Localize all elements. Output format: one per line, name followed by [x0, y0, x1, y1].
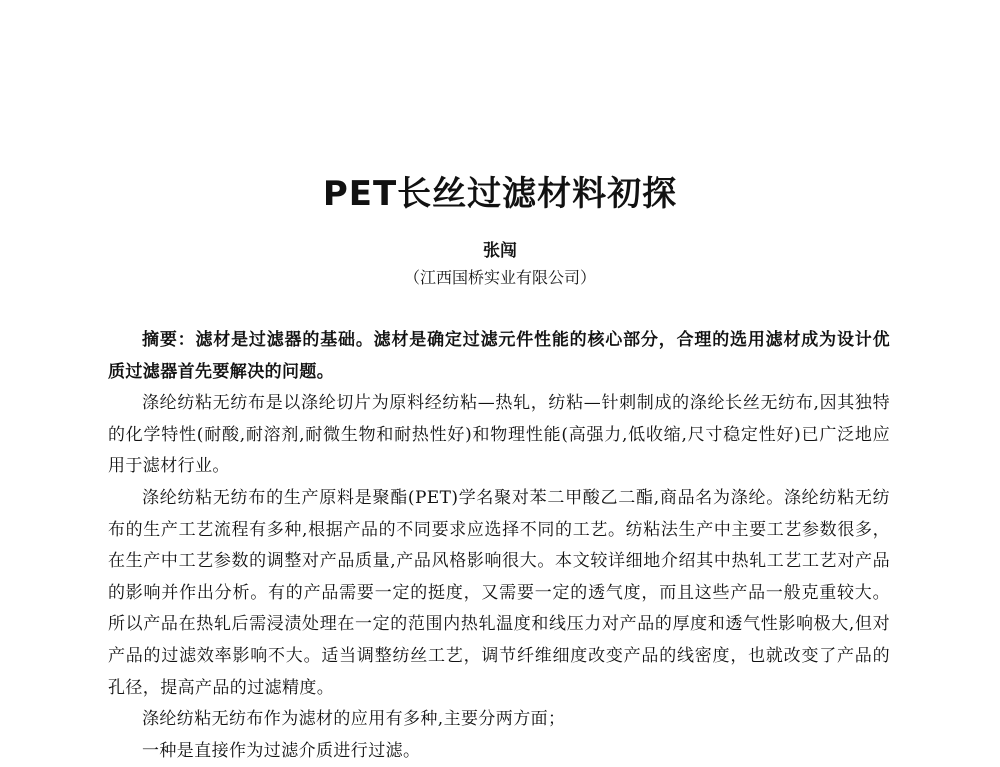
- body-paragraph: 涤纶纺粘无纺布作为滤材的应用有多种,主要分两方面；: [142, 709, 566, 730]
- body-paragraph: 一种是直接作为过滤介质进行过滤。: [142, 740, 421, 761]
- abstract-paragraph: 摘要：滤材是过滤器的基础。滤材是确定过滤元件性能的核心部分，合理的选用滤材成为设计优质过滤器首先要解决的问题。: [108, 330, 890, 382]
- body-paragraph: 涤纶纺粘无纺布是以涤纶切片为原料经纺粘—热轧，纺粘—针刺制成的涤纶长丝无纺布,因其独特的化学特性(耐酸,耐溶剂,耐微生物和耐热性好)和物理性能(高强力,低收缩,尺寸稳定性好)已广泛地应用于滤材行业。: [108, 393, 890, 477]
- author-affiliation: （江西国桥实业有限公司）: [403, 268, 596, 287]
- paper-title: PET长丝过滤材料初探: [322, 174, 678, 214]
- author-name: 张闯: [483, 241, 517, 261]
- paper-body: [108, 325, 890, 767]
- body-paragraph: 涤纶纺粘无纺布的生产原料是聚酯(PET)学名聚对苯二甲酸乙二酯,商品名为涤纶。涤纶纺粘无纺布的生产工艺流程有多种,根据产品的不同要求应选择不同的工艺。纺粘法生产中主要工艺参数很多，在生产中工艺参数的调整对产品质量,产品风格影响很大。本文较详细地介绍其中热轧工艺工艺对产品的影响并作出分析。有的产品需要一定的挺度，又需要一定的透气度，而且这些产品一般克重较大。所以产品在热轧后需浸渍处理在一定的范围内热轧温度和线压力对产品的厚度和透气性影响极大,但对产品的过滤效率影响不大。适当调整纺丝工艺，调节纤维细度改变产品的线密度，也就改变了产品的孔径，提高产品的过滤精度。: [108, 487, 890, 698]
